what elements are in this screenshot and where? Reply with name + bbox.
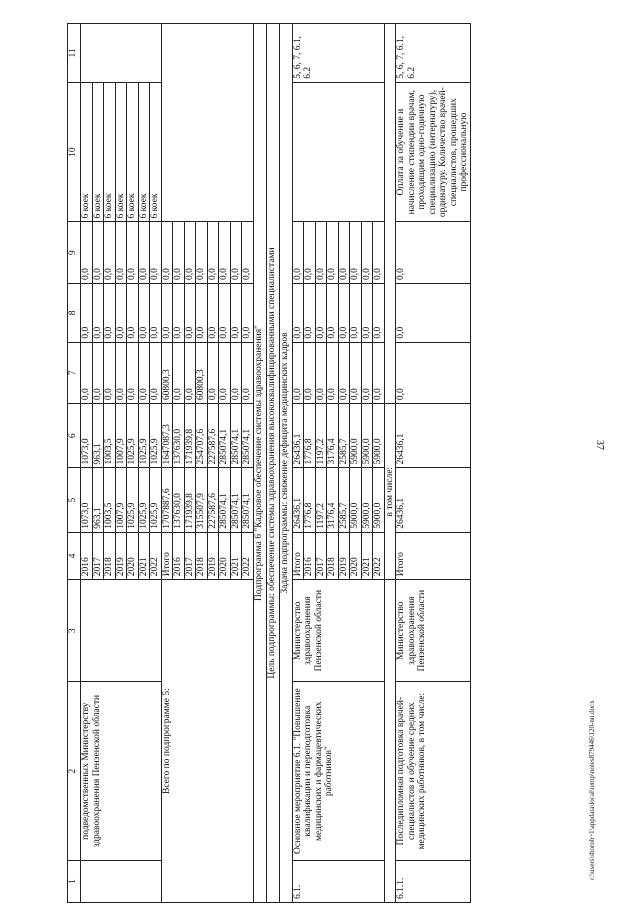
cell-indicator-description: Оплата за обучение и начисление стипендии врачам, проходящим одно-годичную специализацию (интернатуру), ординатуру. Количество врачей-специалистов, прошедших профессиональную <box>396 82 471 222</box>
col-header-7: 7 <box>68 342 81 403</box>
table-row <box>81 24 93 903</box>
cell-value: 0,0 <box>304 283 316 342</box>
cell-value: 0,0 <box>361 283 373 342</box>
cell-value: 1025,9 <box>138 404 150 468</box>
cell-year: 2018 <box>196 532 208 580</box>
cell-value: 0,0 <box>196 283 208 342</box>
cell-indicator-refs: 5, 6, 7, 6.1, 6.2 <box>396 24 471 83</box>
cell-value: 0,0 <box>304 342 316 403</box>
cell-year: 2021 <box>230 532 242 580</box>
cell-value: 1073,0 <box>81 468 93 532</box>
cell-value: 1007,9 <box>115 404 127 468</box>
cell-value: 137630,0 <box>173 468 185 532</box>
cell-value: 0,0 <box>304 222 316 283</box>
subprogram-title: Подпрограмма 6 "Кадровое обеспечение системы здравоохранения" <box>253 24 266 903</box>
cell-value: 5900,0 <box>373 404 385 468</box>
cell-year: 2022 <box>242 532 254 580</box>
cell-value: 0,0 <box>92 342 104 403</box>
cell-value: 227587,6 <box>207 468 219 532</box>
cell-year: 2016 <box>173 532 185 580</box>
cell-value: 1025,9 <box>138 468 150 532</box>
cell-value: 0,0 <box>315 342 327 403</box>
cell-executor: Министерство здравоохранения Пензенской области <box>292 580 384 682</box>
cell-year: 2020 <box>350 532 362 580</box>
col-header-9: 9 <box>68 222 81 283</box>
cell-value: 1025,9 <box>150 468 162 532</box>
cell-empty <box>384 580 396 903</box>
cell-value: 0,0 <box>184 342 196 403</box>
cell-value: 26436,1 <box>292 468 304 532</box>
cell-value: 1007,9 <box>115 468 127 532</box>
cell-value: 0,0 <box>350 342 362 403</box>
cell-value: 1776,8 <box>304 404 316 468</box>
table-row <box>384 24 396 903</box>
cell-year: 2019 <box>115 532 127 580</box>
table-row <box>279 24 292 903</box>
subprogram-task: Задача подпрограммы: снижение дефицита медицинских кадров <box>279 24 292 903</box>
cell-year: 2018 <box>104 532 116 580</box>
cell-value: 0,0 <box>327 342 339 403</box>
cell-value: 285074,1 <box>219 404 231 468</box>
cell-value: 0,0 <box>150 222 162 283</box>
cell-value: 0,0 <box>127 283 139 342</box>
footer-file-path: c:\users\shorob~1\appdata\local\temp\notes879446\120-nn.docx <box>588 700 596 880</box>
cell-value: 26436,1 <box>396 468 471 532</box>
cell-year: Итого <box>161 532 173 580</box>
cell-value: 0,0 <box>81 283 93 342</box>
cell-year: Итого <box>292 532 304 580</box>
cell-value: 0,0 <box>150 342 162 403</box>
cell-year: 2020 <box>219 532 231 580</box>
cell-value: 0,0 <box>115 283 127 342</box>
cell-value: 285074,1 <box>230 404 242 468</box>
col-header-10: 10 <box>68 82 81 222</box>
cell-value: 0,0 <box>104 342 116 403</box>
cell-year: 2019 <box>207 532 219 580</box>
cell-value: 0,0 <box>242 222 254 283</box>
cell-value: 0,0 <box>315 222 327 283</box>
cell-value: 0,0 <box>150 283 162 342</box>
cell-indicator: 6 коек <box>104 82 116 222</box>
cell-empty <box>161 24 253 223</box>
cell-year: 2017 <box>92 532 104 580</box>
cell-value: 0,0 <box>138 342 150 403</box>
cell-value: 0,0 <box>207 283 219 342</box>
cell-year: 2020 <box>127 532 139 580</box>
cell-indicator: 6 коек <box>115 82 127 222</box>
cell-value: 1025,9 <box>150 404 162 468</box>
cell-value: 0,0 <box>219 342 231 403</box>
cell-subordinate-orgs: подведомственных Министерству здравоохранения Пензенской области <box>81 682 162 861</box>
program-table <box>67 23 471 903</box>
cell-value: 0,0 <box>338 342 350 403</box>
cell-value: 0,0 <box>207 342 219 403</box>
table-row <box>253 24 266 903</box>
cell-value: 0,0 <box>196 222 208 283</box>
cell-value: 0,0 <box>173 222 185 283</box>
cell-value: 0,0 <box>292 283 304 342</box>
cell-value: 0,0 <box>230 222 242 283</box>
cell-value: 1025,9 <box>127 468 139 532</box>
cell-value: 60800,3 <box>161 342 173 403</box>
cell-indicator: 6 коек <box>150 82 162 222</box>
cell-value: 0,0 <box>81 342 93 403</box>
cell-measure-name: Основное мероприятие 6.1. "Повышение квалификации и переподготовка медицинских и фармацевтических работников" <box>292 682 384 861</box>
cell-value: 0,0 <box>230 342 242 403</box>
cell-value: 0,0 <box>127 342 139 403</box>
cell-row-number: 6.1. <box>292 861 384 903</box>
col-header-2: 2 <box>68 682 81 861</box>
cell-value: 5900,0 <box>361 404 373 468</box>
cell-value: 0,0 <box>292 222 304 283</box>
cell-value: 0,0 <box>338 283 350 342</box>
col-header-11: 11 <box>68 24 81 83</box>
cell-value: 0,0 <box>115 222 127 283</box>
cell-value: 285074,1 <box>219 468 231 532</box>
cell-year: 2021 <box>138 532 150 580</box>
table-row <box>396 24 471 903</box>
cell-year: 2022 <box>150 532 162 580</box>
table-row <box>266 24 279 903</box>
col-header-5: 5 <box>68 468 81 532</box>
cell-value: 0,0 <box>184 222 196 283</box>
page-number: 37 <box>594 440 605 450</box>
cell-value: 171939,8 <box>184 468 196 532</box>
cell-value: 2585,7 <box>338 468 350 532</box>
cell-value: 0,0 <box>315 283 327 342</box>
cell-value: 0,0 <box>338 222 350 283</box>
cell-value: 0,0 <box>292 342 304 403</box>
cell-value: 0,0 <box>138 283 150 342</box>
cell-value: 0,0 <box>396 342 471 403</box>
col-header-6: 6 <box>68 404 81 468</box>
cell-year: 2021 <box>361 532 373 580</box>
cell-value: 0,0 <box>242 342 254 403</box>
cell-value: 5900,0 <box>373 468 385 532</box>
col-header-4: 4 <box>68 532 81 580</box>
cell-value: 0,0 <box>361 342 373 403</box>
cell-value: 0,0 <box>361 222 373 283</box>
cell-row-number: 6.1.1. <box>396 861 471 903</box>
total-subprogram-5-label: Всего по подпрограмме 5: <box>161 580 253 903</box>
cell-value: 1025,9 <box>127 404 139 468</box>
cell-value: 1073,0 <box>81 404 93 468</box>
cell-value: 0,0 <box>161 222 173 283</box>
cell-value: 1707887,6 <box>161 468 173 532</box>
cell-year: 2018 <box>327 532 339 580</box>
table-row <box>161 24 173 903</box>
cell-value: 1197,2 <box>315 404 327 468</box>
cell-value: 1197,2 <box>315 468 327 532</box>
cell-value: 0,0 <box>327 222 339 283</box>
including-label: в том числе: <box>384 404 396 580</box>
cell-value: 60800,3 <box>196 342 208 403</box>
col-header-3: 3 <box>68 580 81 682</box>
cell-value: 0,0 <box>104 222 116 283</box>
cell-value: 26436,1 <box>292 404 304 468</box>
cell-value: 0,0 <box>219 283 231 342</box>
cell-value: 0,0 <box>138 222 150 283</box>
cell-empty <box>384 24 396 404</box>
cell-year: 2016 <box>304 532 316 580</box>
cell-value: 0,0 <box>104 283 116 342</box>
cell-executor: Министерство здравоохранения Пензенской области <box>396 580 471 682</box>
cell-value: 0,0 <box>373 342 385 403</box>
cell-year: 2016 <box>81 532 93 580</box>
cell-year: 2017 <box>315 532 327 580</box>
cell-value: 0,0 <box>161 283 173 342</box>
header-row <box>68 24 81 903</box>
cell-value: 0,0 <box>207 222 219 283</box>
cell-indicator: 6 коек <box>127 82 139 222</box>
cell-empty <box>81 580 162 682</box>
cell-value: 2585,7 <box>338 404 350 468</box>
cell-value: 0,0 <box>81 222 93 283</box>
rotated-table-container <box>67 23 577 903</box>
cell-indicator: 6 коек <box>92 82 104 222</box>
subprogram-goal: Цель подпрограммы: обеспечение системы здравоохранения высококвалифицированными специалистами <box>266 24 279 903</box>
col-header-8: 8 <box>68 283 81 342</box>
col-header-1: 1 <box>68 861 81 903</box>
cell-value: 315507,9 <box>196 468 208 532</box>
cell-year: 2017 <box>184 532 196 580</box>
cell-empty <box>81 24 162 83</box>
cell-value: 0,0 <box>396 222 471 283</box>
cell-empty <box>81 861 162 903</box>
cell-value: 1003,5 <box>104 468 116 532</box>
cell-year: Итого <box>396 532 471 580</box>
cell-indicator: 6 коек <box>138 82 150 222</box>
cell-value: 285074,1 <box>242 468 254 532</box>
cell-value: 3176,4 <box>327 404 339 468</box>
cell-value: 963,1 <box>92 468 104 532</box>
cell-value: 0,0 <box>350 222 362 283</box>
cell-year: 2022 <box>373 532 385 580</box>
cell-value: 0,0 <box>350 283 362 342</box>
cell-measure-name: Последипломная подготовка врачей-специалистов и обучение средних медицинских работников, в том числе: <box>396 682 471 861</box>
cell-value: 171939,8 <box>184 404 196 468</box>
cell-value: 1776,8 <box>304 468 316 532</box>
cell-empty <box>292 82 384 222</box>
cell-value: 0,0 <box>327 283 339 342</box>
cell-value: 5900,0 <box>361 468 373 532</box>
cell-value: 227587,6 <box>207 404 219 468</box>
cell-value: 0,0 <box>219 222 231 283</box>
cell-value: 1003,5 <box>104 404 116 468</box>
cell-value: 5900,0 <box>350 404 362 468</box>
cell-value: 0,0 <box>373 283 385 342</box>
cell-value: 0,0 <box>242 283 254 342</box>
cell-value: 137630,0 <box>173 404 185 468</box>
cell-value: 0,0 <box>115 342 127 403</box>
cell-year: 2019 <box>338 532 350 580</box>
cell-value: 963,1 <box>92 404 104 468</box>
cell-value: 0,0 <box>173 342 185 403</box>
cell-value: 0,0 <box>230 283 242 342</box>
cell-indicator-refs: 5, 6, 7, 6.1, 6.2 <box>292 24 384 83</box>
cell-value: 26436,1 <box>396 404 471 468</box>
cell-value: 0,0 <box>127 222 139 283</box>
cell-value: 1647087,3 <box>161 404 173 468</box>
cell-value: 0,0 <box>373 222 385 283</box>
cell-value: 254707,6 <box>196 404 208 468</box>
cell-value: 285074,1 <box>230 468 242 532</box>
cell-value: 3176,4 <box>327 468 339 532</box>
cell-indicator: 6 коек <box>81 82 93 222</box>
cell-value: 5900,0 <box>350 468 362 532</box>
cell-value: 0,0 <box>92 283 104 342</box>
cell-value: 0,0 <box>92 222 104 283</box>
cell-value: 0,0 <box>173 283 185 342</box>
cell-value: 0,0 <box>396 283 471 342</box>
cell-value: 285074,1 <box>242 404 254 468</box>
table-row <box>292 24 304 903</box>
cell-value: 0,0 <box>184 283 196 342</box>
